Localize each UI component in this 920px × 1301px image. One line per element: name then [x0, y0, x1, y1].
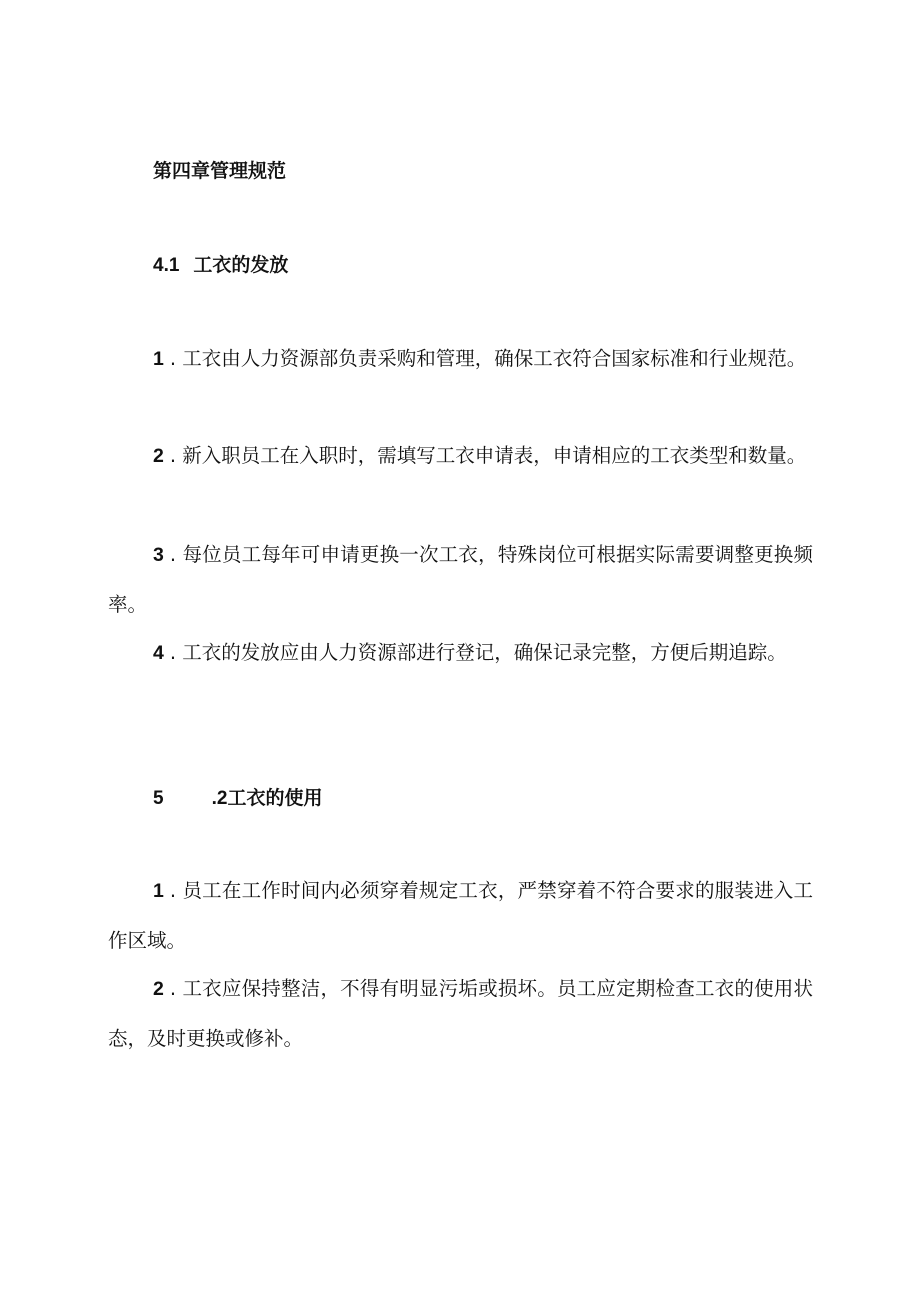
item-number: 3	[153, 544, 164, 566]
list-item	[108, 334, 813, 384]
section-title: 工衣的发放	[193, 254, 289, 276]
item-number: 2	[153, 445, 164, 467]
list-item	[108, 628, 813, 678]
item-number: 2	[153, 978, 164, 1000]
list-item	[108, 431, 813, 481]
section-heading-4-1	[153, 252, 288, 279]
item-text: . 工衣的发放应由人力资源部进行登记，确保记录完整，方便后期追踪。	[169, 641, 787, 664]
section-title: 工衣的使用	[227, 787, 323, 809]
section-number: 4.1	[153, 255, 180, 276]
item-number: 4	[153, 642, 164, 664]
chapter-title: 第四章管理规范	[153, 160, 287, 182]
section-subnumber: .2	[211, 788, 228, 809]
list-item	[108, 866, 813, 966]
item-text: . 新入职员工在入职时，需填写工衣申请表，申请相应的工衣类型和数量。	[169, 444, 807, 467]
item-text: . 工衣应保持整洁，不得有明显污垢或损坏。员工应定期检查工衣的使用状态，及时更换或修补。	[108, 977, 813, 1050]
item-text: . 工衣由人力资源部负责采购和管理，确保工衣符合国家标准和行业规范。	[169, 347, 807, 370]
item-number: 1	[153, 880, 164, 902]
item-text: . 每位员工每年可申请更换一次工衣，特殊岗位可根据实际需要调整更换频率。	[108, 543, 813, 616]
item-text: . 员工在工作时间内必须穿着规定工衣，严禁穿着不符合要求的服装进入工作区域。	[108, 879, 813, 952]
section-heading-5-2	[153, 785, 322, 812]
section-number: 5	[153, 788, 164, 809]
list-item	[108, 530, 813, 630]
list-item	[108, 964, 813, 1064]
item-number: 1	[153, 348, 164, 370]
